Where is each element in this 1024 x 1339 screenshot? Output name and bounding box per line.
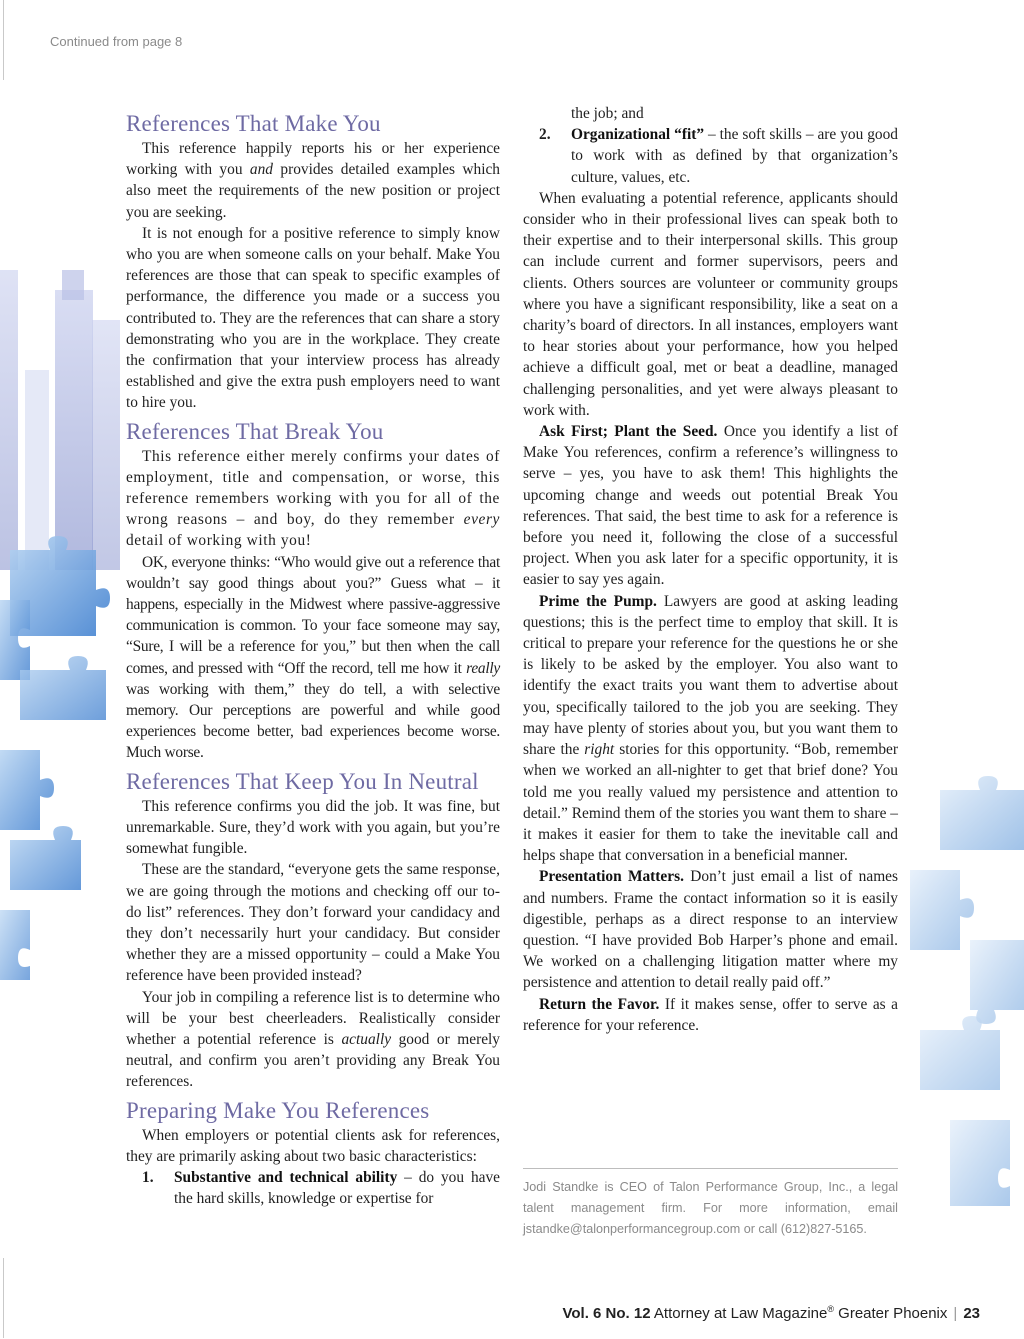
city-puzzle-illustration: [0, 250, 125, 990]
registered-mark: ®: [827, 1304, 834, 1314]
paragraph: When employers or potential clients ask for references, they are primarily asking about two basic characteristics:: [126, 1126, 500, 1165]
puzzle-piece-shape: [920, 1016, 1000, 1090]
criteria-list: [126, 1167, 500, 1209]
margin-rule-top: [3, 0, 4, 80]
paragraph: This reference happily reports his or her experience working with you and provides detailed examples which also meet the requirements of the new position or project you are seeking.: [126, 140, 500, 221]
magazine-name: Attorney at Law Magazine: [650, 1305, 828, 1322]
paragraph: Presentation Matters. Don’t just email a list of names and numbers. Frame the contact information so it is easily digestible, perhaps as a direct response to an interview question. “I have provided Bob Harper’s phone and email. We worked on a challenging litigation matter where my persistence and attention to detail really paid off.”: [523, 868, 898, 992]
section-heading-break-you: References That Break You: [126, 418, 384, 444]
section-heading-make-you: References That Make You: [126, 111, 381, 136]
puzzle-piece-shape: [10, 826, 81, 890]
author-bio: Jodi Standke is CEO of Talon Performance Group, Inc., a legal talent management firm. For more information, email jstandke@talonperformancegroup.com or call (612)827-5165.: [523, 1168, 898, 1240]
paragraph: These are the standard, “everyone gets the same response, we are going through the motions and checking off our to-do list” references. They don’t forward your candidacy and they don’t necessarily hurt your candidacy. But consider whether they are a missed opportunity – could a Make You reference have been provided instead?: [126, 861, 500, 985]
puzzle-piece-shape: [950, 1120, 1010, 1206]
paragraph: Prime the Pump. Lawyers are good at asking leading questions; this is the perfect time to employ that skill. It is critical to prepare your reference for the questions he or she is likely to be asked by the employer. You also want to identify the exact traits you want them to advertise about you, specifically tailored to the job you are seeking. They may have plenty of stories about you, but you want them to share the right stories for this opportunity. “Bob, remember when we worked an all-nighter to get that brief done? You told me you really valued my persistence and attention to detail.” Remind them of the stories you want them to share – it makes it easier for them to take the inevitable call and helps shape that conversation in a beneficial manner.: [523, 592, 899, 865]
building-shape: [0, 270, 18, 570]
building-shape: [62, 270, 84, 300]
paragraph: This reference either merely confirms your dates of employment, title and compensation, or worse, this reference remembers working with you for all of the wrong reasons – and boy, do they remember every detail of working with you!: [126, 447, 500, 550]
puzzle-piece-shape: [0, 910, 30, 980]
article-left-column: [126, 106, 500, 1209]
building-shape: [55, 290, 93, 570]
paragraph: Return the Favor. If it makes sense, offer to serve as a reference for your reference.: [523, 995, 898, 1034]
paragraph: Your job in compiling a reference list is to determine who will be your best cheerleaders. Realistically consider whether a potential reference is actually good or merely neutral, and confirm you aren’t providing any Break You references.: [126, 988, 501, 1091]
puzzle-piece-shape: [0, 750, 54, 830]
margin-rule-bottom: [3, 1258, 4, 1338]
paragraph: This reference confirms you did the job. It was fine, but unremarkable. Sure, they’d work with you again, but you’re somewhat fungible.: [126, 797, 500, 858]
issue-label: Vol. 6 No. 12: [562, 1305, 651, 1322]
puzzle-illustration-right: [900, 770, 1024, 1230]
footer-separator: |: [953, 1305, 958, 1322]
article-right-column: [523, 103, 898, 1036]
paragraph: It is not enough for a positive reference to simply know who you are when someone calls on your behalf. Make You references are those that can speak to specific examples of performance, the difference you made or a success you contributed to. They are the references that can share a story demonstrating who you are in the workplace. They create the confirmation that your interview process has already established and give the extra push employers need to want to hire you.: [126, 224, 500, 412]
section-heading-preparing: Preparing Make You References: [126, 1097, 430, 1123]
paragraph: Ask First; Plant the Seed. Once you identify a list of Make You references, confirm a reference’s willingness to serve – yes, you have to ask them! This highlights the upcoming change and weeds out potential Break You references. That said, the best time to ask for a reference is before you need it, following the close of a successful project. When you ask later for a specific opportunity, it is easier to say yes again.: [523, 423, 898, 589]
puzzle-piece-shape: [940, 776, 1024, 850]
continued-from-label: Continued from page 8: [50, 34, 183, 49]
list-item: 2. Organizational “fit” – the soft skills – are you good to work with as defined by that organization’s culture, values, etc.: [539, 126, 899, 186]
page-footer: [562, 1304, 980, 1322]
puzzle-piece-shape: [0, 600, 30, 680]
building-shape: [25, 370, 49, 570]
section-heading-neutral: References That Keep You In Neutral: [126, 768, 479, 794]
paragraph: When evaluating a potential reference, applicants should consider who in their professional lives can speak both to their expertise and to their interpersonal skills. This group can include current and former supervisors, peers and clients. Others sources are volunteer or community groups where you have a significant responsibility, like a seat on a charity’s board of directors. In all instances, employers want to hear stories about your performance, how you helped achieve a difficult goal, met or beat a deadline, managed challenging personalities, and yet were always pleasant to work with.: [523, 189, 898, 419]
building-shape: [92, 320, 120, 570]
puzzle-piece-shape: [20, 656, 106, 720]
puzzle-piece-shape: [910, 870, 974, 950]
criteria-list-continued: [523, 103, 898, 188]
list-item: 1. Substantive and technical ability – do you have the hard skills, knowledge or expertise for: [142, 1168, 500, 1208]
list-item: the job; and: [571, 105, 644, 122]
edition-name: Greater Phoenix: [834, 1305, 948, 1322]
page-number: 23: [963, 1305, 980, 1322]
puzzle-piece-shape: [970, 940, 1024, 1024]
paragraph: OK, everyone thinks: “Who would give out a reference that wouldn’t say good things about you?” Guess what – it happens, especially in the Midwest where passive-aggressive communication is common. To your face someone may say, “Sure, I will be a reference for you,” but then when the call comes, and pressed with “Off the record, tell me how it really was working with them,” they do tell, a with selective memory. Our perceptions are powerful and while good experiences become better, bad experiences become worse. Much worse.: [126, 553, 500, 762]
